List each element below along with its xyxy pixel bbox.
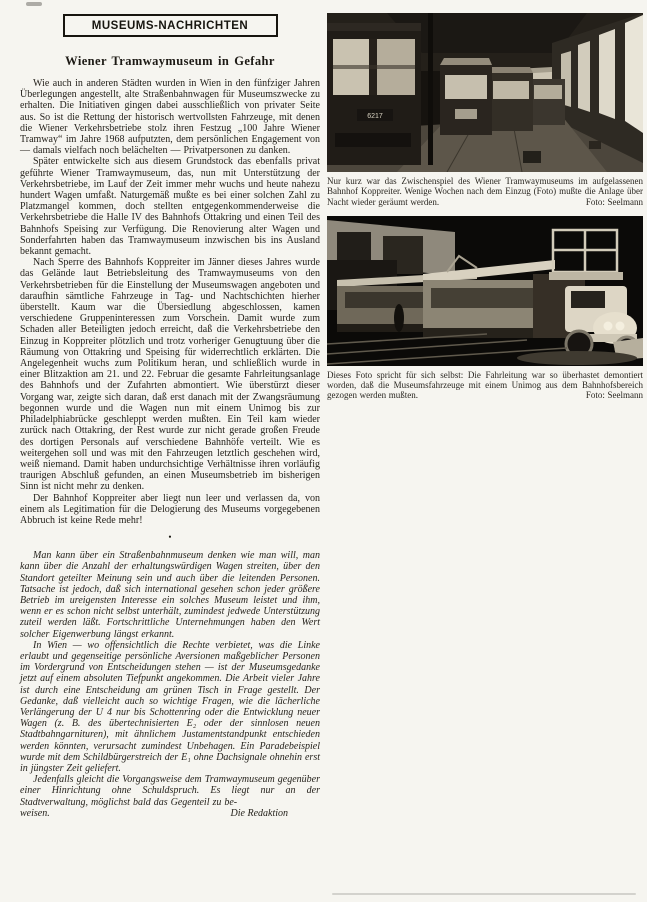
tram-number-label: 6217 [367,113,383,120]
caption-text: Dieses Foto spricht für sich selbst: Die Fahrleitung war so überhastet demontiert worden, daß die Museumsfahrzeuge mit einem Unimog aus dem Bahnhofsbereich gezogen werden mußten. [327,369,643,401]
photo-credit: Foto: Seelmann [585,390,643,401]
photo-tram-depot [327,13,643,172]
photo-column [327,13,643,401]
depot-pole [428,13,433,165]
photo-caption-depot [327,176,643,207]
article-title: Wiener Tramwaymuseum in Gefahr [65,54,275,68]
section-separator-dot: • [168,532,172,543]
article-paragraph-1: Wie auch in anderen Städten wurden in Wien in den fünfziger Jahren Überlegungen angestellt, alte Straßenbahnwagen für Museumszwecke zu erhalten. Die Initiativen gingen dabei ausschließlich von privater Seite aus. So ist die Rettung der historisch wertvollsten Fahrzeuge, mit denen die Wiener Verkehrsbetriebe stolz ihren Festzug „100 Jahre Wiener Tramway“ im Jahre 1968 aufputzten, dem persönlichen Engagement von — damals vielfach noch belächelten — Privatpersonen zu danken. [20,78,320,157]
person-silhouette [394,304,404,332]
scan-smudge [26,2,42,6]
tram-6217 [327,23,421,165]
unimog-towing-illustration [327,216,643,366]
signature-row [20,808,320,819]
article-paragraph-4: Der Bahnhof Koppreiter aber liegt nun leer und verlassen da, von einem als Legitimation für die Delogierung des Museums vorgegebenen Abbruch ist keine Rede mehr! [20,492,320,526]
paragraph-closing-word: weisen. [20,807,50,819]
scan-artifact-line [332,893,636,895]
editorial-paragraph-2: In Wien — wo offensichtlich die Rechte verbietet, was die Linke erlaubt und gegenseitige persönliche Aversionen maßgeblicher Personen im Vordergrund von Entscheidungen stehen — ist der Museumsgedanke jetzt auf einem absoluten Tiefpunkt angekommen. Die Arbeit vieler Jahre ist durch eine Entscheidung am grünen Tisch in Frage gestellt. Der Gedanke, daß vielleicht auch so wichtige Fragen, wie die lächerliche Verlängerung der U 4 nur bis Schottenring oder die Entwicklung neuer Wagen (z. B. des übertechnisierten E₂ oder der sinnlosen neuen Stadtbahngarnituren), mit ähnlichem Justamentstandpunkt entschieden werden könnten, verursacht zumindest Unbehagen. Ein Paradebeispiel wurde mit dem Schildbürgerstreich der E₁ ohne Dachsignale ohnehin erst in jüngster Zeit geliefert. [20,639,320,774]
photo-credit: Foto: Seelmann [585,196,643,207]
article-paragraph-3: Nach Sperre des Bahnhofs Koppreiter im Jänner dieses Jahres wurde das Gelände laut Betriebsleitung des Tramwaymuseums von den Verkehrsbetrieben für die Einstellung der Museumswagen angeboten und daraufhin sämtliche Fahrzeuge in Tag- und Nachtschichten hierher überstellt. Kaum war die Übersiedlung abgeschlossen, kamen verschiedene Gruppeninteressen zum Vorschein. Damit wurde zum Schaden aller Beteiligten jedoch erreicht, daß die Verkehrsbetriebe den Einzug in Koppreiter plötzlich und trotz vorheriger Genugtuung über die Räumung von Ottakring und Speising für widerrechtlich erklärten. Die Angelegenheit wuchs zum Politikum heran, und schließlich wurde in einer Blitzaktion am 21. und 22. Februar die gesamte Fahrleitungsanlage des Bahnhofs und der Zufahrten abmontiert. Wie überstürzt dieser Vorgang war, zeigte sich daran, daß erst danach mit der Zwangsräumung begonnen wurde und die Wagen nun mit einem Unimog bis zur Philadelphiabrücke geschleppt werden mußten. Ein Teil kam wieder zurück nach Ottakring, der Rest wurde zur nicht gerade großen Freude des dortigen Personals auf verschiedene Bahnhöfe verteilt. Wie es weitergehen soll und was mit den Fahrzeugen letztlich geschehen wird, weiß niemand. Damit haben undurchsichtige Verhältnisse ihren vorläufig traurigen Abschluß gefunden, an einen Museumsbetrieb im bisherigen Sinn ist nicht mehr zu denken. [20,257,320,493]
section-header-box [63,14,278,37]
editorial-paragraph-3: Jedenfalls gleicht die Vorgangsweise dem Tramwaymuseum gegenüber einer Hinrichtung ohne Schuldspruch. Es liegt nur an der Stadtverwaltung, möglichst bald das Gegenteil zu be- [20,774,320,808]
editorial-paragraph-1: Man kann über ein Straßenbahnmuseum denken wie man will, man kann über die Anzahl der erhaltungswürdigen Wagen streiten, über den Standort geteilter Meinung sein und auch über die leitenden Personen. Tatsache ist jedoch, daß sich international gesehen schon jeder größere Betrieb im ureigensten Interesse ein solches Museum leistet und ihm, wenn er es schon nicht selbst unterhält, zumindest jedwede Unterstützung zuteil werden läßt. Fortschrittliche Unternehmungen haben den Wert solcher Eigenwerbung längst erkannt. [20,550,320,640]
photo-unimog-towing [327,216,643,366]
caption-text: Nur kurz war das Zwischenspiel des Wiener Tramwaymuseums im aufgelassenen Bahnhof Koppreiter. Wenige Wochen nach dem Einzug (Foto) mußte die Anlage über Nacht wieder geräumt werden. [327,176,643,207]
section-header-label: MUSEUMS-NACHRICHTEN [91,20,249,32]
article-paragraph-2: Später entwickelte sich aus diesem Grundstock das ebenfalls privat geführte Wiener Tramwaymuseum, das, nun mit Unterstützung der Verkehrsbetriebe, im Lauf der Zeit immer mehr wuchs und heute nahezu hundert Wagen umfaßt. Naturgemäß mußte es bei einer solchen Zahl zu Platzmangel kommen, doch stellten entgegenkommenderweise die Verkehrsbetriebe die Halle IV des Bahnhofs Ottakring und einen Teil des Bahnhofs Speising zur Verfügung. Die Renovierung alter Wagen und Sonderfahrten haben das Tramwaymuseum inzwischen bis ins Ausland bekannt gemacht. [20,156,320,258]
article-column [20,14,320,819]
tram-depot-illustration [327,13,643,172]
photo-caption-towing [327,370,643,401]
editorial-signature: Die Redaktion [230,807,288,819]
